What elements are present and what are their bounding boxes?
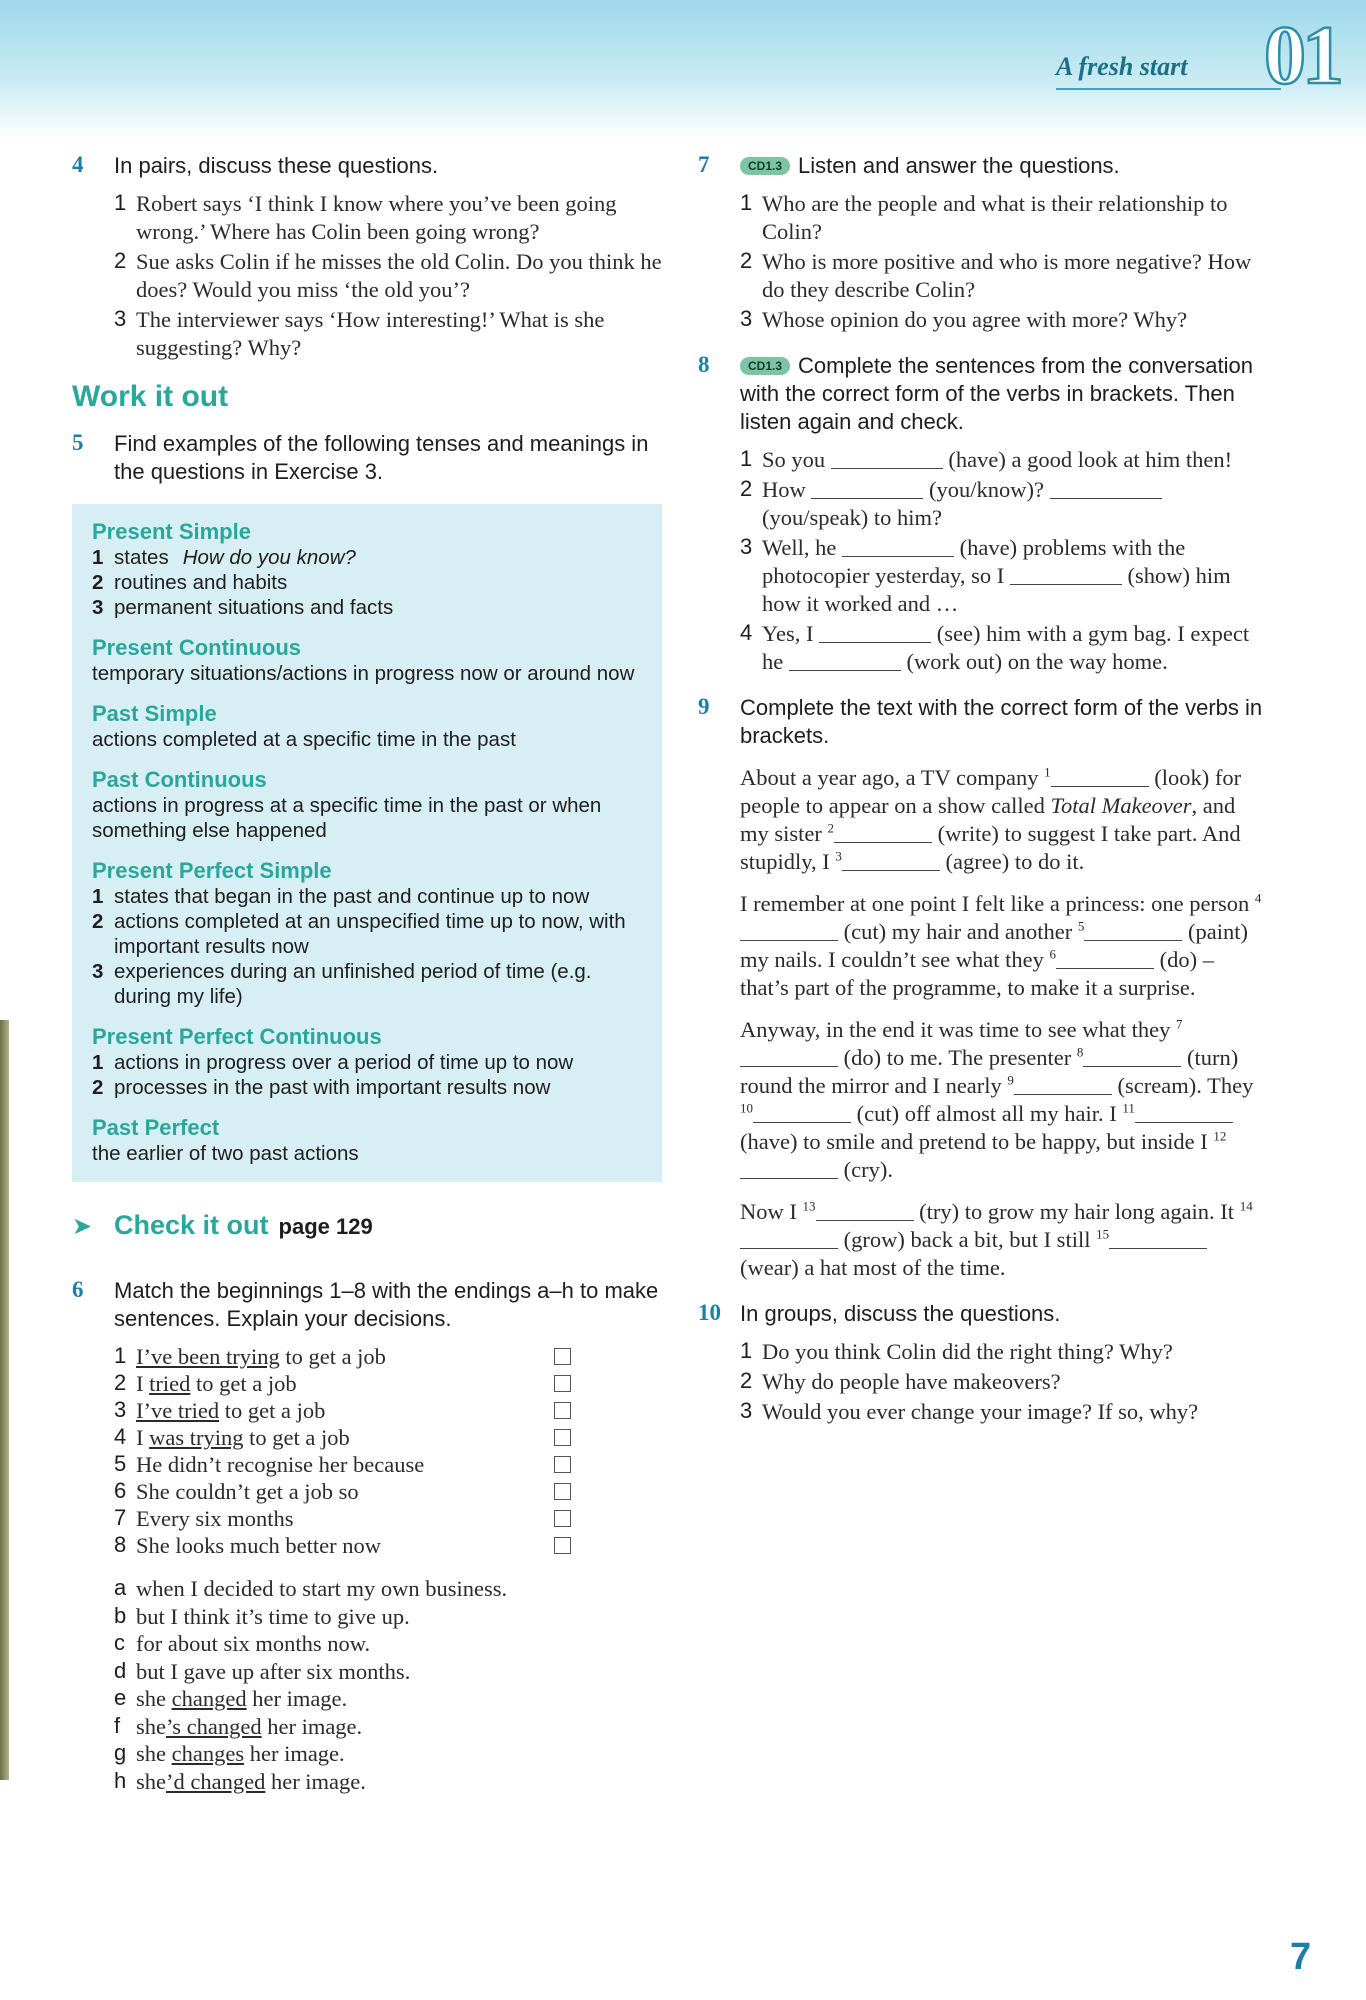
exercise-instruction [740,152,1268,180]
item-number: 6 [114,1478,127,1503]
ending-item [114,1768,662,1796]
meaning-number: 3 [92,596,104,619]
question-number: 3 [114,306,127,331]
ending-item [114,1713,662,1741]
meaning-number: 3 [92,960,104,983]
text-part: Yes, I [762,621,814,646]
question-item [740,248,1268,304]
item-letter: a [114,1575,127,1600]
tense-title: Present Simple [92,519,251,544]
tense-meaning [92,1050,642,1075]
item-letter: f [114,1712,121,1738]
answer-blank[interactable] [740,920,838,941]
item-number: 7 [114,1505,127,1530]
exercise-number: 5 [72,430,84,455]
question-item [114,248,662,304]
answer-blank[interactable] [1084,920,1182,941]
item-letter: c [114,1630,125,1655]
question-item [740,1368,1268,1396]
text-part: to get a job [243,1425,350,1450]
ending-item [114,1685,662,1713]
answer-checkbox[interactable] [554,1510,571,1527]
text-part: (cut) my hair and another [843,919,1073,944]
gap-number: 14 [1239,1198,1253,1214]
tense-past-perfect [92,1114,642,1166]
answer-checkbox[interactable] [554,1348,571,1365]
tense-title: Present Perfect Continuous [92,1024,382,1049]
meaning-number: 2 [92,910,104,933]
question-item [740,1338,1268,1366]
question-number: 3 [740,1398,753,1423]
gap-number: 7 [1175,1016,1183,1032]
tense-present-perfect-continuous [92,1023,642,1100]
meaning-text: actions completed at a specific time in the past [92,728,516,751]
beginning-item [114,1505,556,1532]
text-part: (work out) on the way home. [906,649,1168,674]
question-item [114,306,662,362]
gap-number: 8 [1076,1044,1084,1060]
text-paragraph-1 [740,764,1268,876]
underlined-verb: ’s changed [166,1713,262,1739]
ending-item [114,1740,662,1768]
meaning-text: processes in the past with important results now [114,1076,551,1099]
gap-number: 4 [1254,890,1262,906]
instruction-text: Complete the sentences from the conversation with the correct form of the verbs in brackets. Then listen again and check. [740,353,1253,434]
tense-title: Present Perfect Simple [92,858,332,883]
text-part: Every six months [136,1506,294,1531]
meaning-text: temporary situations/actions in progress now or around now [92,662,635,685]
exercise-number: 8 [698,352,710,377]
exercise-instruction: Complete the text with the correct form of the verbs in brackets. [740,695,1263,748]
exercise-number: 9 [698,694,710,719]
question-text: Would you ever change your image? If so, why? [762,1399,1199,1424]
answer-blank[interactable] [834,822,932,843]
exercise-10 [698,1300,1268,1426]
text-part: (turn) round the mirror and I nearly [740,1045,1239,1098]
exercise-instruction: Match the beginnings 1–8 with the endings a–h to make sentences. Explain your decisions. [114,1278,659,1331]
answer-checkbox[interactable] [554,1375,571,1392]
item-letter: b [114,1602,127,1628]
check-it-out-link[interactable] [72,1210,662,1241]
beginning-item [114,1532,556,1559]
show-title: Total Makeover [1050,793,1192,818]
exercise-instruction: In groups, discuss the questions. [740,1301,1061,1326]
beginning-item [114,1370,556,1397]
text-part: (wear) a hat most of the time. [740,1255,1006,1280]
meaning-text: routines and habits [114,571,288,594]
text-part: She looks much better now [136,1533,381,1558]
answer-blank[interactable] [816,1200,914,1221]
question-number: 1 [740,190,753,215]
text-part: (you/speak) to him? [762,505,942,530]
item-number: 5 [114,1451,127,1476]
sentence-number: 2 [740,476,753,501]
gap-number: 15 [1096,1226,1110,1242]
exercise-6 [72,1277,662,1795]
gap-number: 3 [835,848,842,864]
meaning-example: How do you know? [182,546,356,569]
sentence-item [740,476,1268,532]
exercise-number: 10 [698,1300,721,1325]
answer-blank[interactable] [740,1046,838,1067]
gap-number: 6 [1049,946,1057,962]
beginnings-list [114,1343,662,1559]
text-part: How [762,477,806,502]
check-it-out-page: page 129 [278,1214,373,1239]
question-text: Whose opinion do you agree with more? Why? [762,307,1188,332]
page-number: 7 [1290,1936,1312,1978]
answer-blank[interactable] [1050,478,1162,499]
text-part: (cry). [843,1157,893,1182]
sentence-item [740,534,1268,618]
question-text: Robert says ‘I think I know where you’ve been going wrong.’ Where has Colin been going wrong? [136,191,617,244]
text-part: , and my sister [740,793,1236,846]
question-item [740,190,1268,246]
text-part: to get a job [219,1398,326,1423]
left-column [72,152,662,1813]
answer-checkbox[interactable] [554,1483,571,1500]
meaning-text: actions in progress at a specific time in the past or when something else happened [92,794,602,842]
exercise-4 [72,152,662,362]
meaning-number: 2 [92,571,104,594]
text-part: (try) to grow my hair long again. It [919,1199,1235,1224]
title-rule [1056,88,1281,90]
answer-blank[interactable] [1135,1102,1233,1123]
answer-blank[interactable] [753,1102,851,1123]
text-part: she [136,1741,172,1766]
meaning-text: states that began in the past and continue up to now [114,885,590,908]
text-part: her image. [244,1741,345,1766]
item-letter: g [114,1740,127,1765]
text-part: (have) to smile and pretend to be happy, but inside I [740,1129,1208,1154]
instruction-text: Listen and answer the questions. [798,153,1120,178]
meaning-text: the earlier of two past actions [92,1142,359,1165]
text-part: she [136,1713,166,1739]
tense-present-simple [92,518,642,620]
answer-blank[interactable] [1014,1074,1112,1095]
tense-meaning [92,570,642,595]
tense-meaning [92,1075,642,1100]
question-number: 3 [740,306,753,331]
ending-item [114,1630,662,1658]
text-part: I [136,1371,150,1396]
tense-title: Past Perfect [92,1115,220,1140]
tense-meaning [92,909,642,959]
tense-meaning [92,545,642,570]
tense-past-continuous [92,766,642,843]
text-part: About a year ago, a TV company [740,765,1039,790]
text-part: her image. [246,1686,348,1711]
question-number: 1 [740,1338,753,1363]
text-part: (scream). They [1117,1073,1254,1098]
question-list [740,190,1268,334]
text-part: (cut) off almost all my hair. I [856,1101,1117,1126]
exercise-number: 4 [72,152,84,177]
exercise-5 [72,430,662,486]
answer-blank[interactable] [1109,1228,1207,1249]
question-number: 1 [114,190,127,215]
tense-title: Past Continuous [92,767,267,792]
text-part: Now I [740,1199,797,1224]
beginning-item [114,1451,556,1478]
meaning-number: 1 [92,885,104,908]
section-heading-work-it-out: Work it out [72,380,229,413]
question-number: 2 [740,248,753,273]
unit-number: 01 [1264,9,1340,102]
sentence-item [740,620,1268,676]
text-part: I remember at one point I felt like a princess: one person [740,891,1250,916]
meaning-text: permanent situations and facts [114,596,394,619]
arrow-right-icon: ➤ [72,1213,93,1240]
meaning-text: actions in progress over a period of time up to now [114,1051,574,1074]
tense-present-perfect-simple [92,857,642,1009]
answer-blank[interactable] [1010,564,1122,585]
exercise-instruction [740,352,1268,436]
question-text: Who is more positive and who is more negative? How do they describe Colin? [762,249,1252,302]
answer-blank[interactable] [842,850,940,871]
text-part: He didn’t recognise her because [136,1452,425,1477]
answer-checkbox[interactable] [554,1402,571,1419]
text-part: her image. [265,1768,366,1794]
exercise-8 [698,352,1268,676]
item-number: 3 [114,1397,127,1422]
question-number: 2 [114,248,127,273]
tense-present-continuous [92,634,642,686]
tense-past-simple [92,700,642,752]
exercise-number: 7 [698,152,710,177]
beginning-item [114,1424,556,1451]
answer-blank[interactable] [842,536,954,557]
ending-item [114,1575,662,1603]
text-paragraph-2 [740,890,1268,1002]
item-number: 8 [114,1532,127,1557]
ending-item [114,1658,662,1686]
text-part: Well, he [762,535,837,560]
exercise-instruction: Find examples of the following tenses and meanings in the questions in Exercise 3. [114,431,649,484]
text-part: (show) him how it worked and … [762,563,1231,616]
text-part: (have) problems with the photocopier yesterday, so I [762,535,1186,588]
item-number: 2 [114,1370,127,1395]
gap-number: 11 [1122,1100,1135,1116]
question-item [740,1398,1268,1426]
question-item [114,190,662,246]
beginning-item [114,1343,556,1370]
item-number: 1 [114,1343,127,1368]
text-paragraph-3 [740,1016,1268,1184]
sentence-number: 4 [740,620,753,645]
question-number: 2 [740,1368,753,1393]
answer-checkbox[interactable] [554,1537,571,1554]
gap-number: 1 [1044,764,1051,780]
item-letter: d [114,1657,127,1683]
ending-item [114,1603,662,1631]
text-part: (do) to me. The presenter [843,1045,1072,1070]
beginning-item [114,1397,556,1424]
text-part: she [136,1768,166,1794]
text-part: her image. [261,1713,363,1739]
text-part: (see) him with a gym bag. I expect he [762,621,1250,674]
text-part: (you/know)? [929,477,1044,502]
text-part: (do) – that’s part of the programme, to make it a surprise. [740,947,1215,1000]
underlined-verb: was trying [149,1425,244,1450]
answer-checkbox[interactable] [554,1456,571,1473]
text-part: for about six months now. [136,1631,371,1656]
gap-number: 13 [802,1198,816,1214]
text-part: (have) a good look at him then! [948,447,1233,472]
underlined-verb: I’ve been trying [136,1344,280,1369]
text-part: she [136,1686,172,1711]
text-paragraph-4 [740,1198,1268,1282]
answer-blank[interactable] [811,478,923,499]
text-part: Anyway, in the end it was time to see what they [740,1017,1171,1042]
question-text: Why do people have makeovers? [762,1369,1061,1394]
meaning-text: states [114,546,169,569]
answer-blank[interactable] [1056,948,1154,969]
item-number: 4 [114,1424,127,1449]
text-part: (grow) back a bit, but I still [843,1227,1091,1252]
answer-blank[interactable] [789,650,901,671]
question-text: Sue asks Colin if he misses the old Colin. Do you think he does? Would you miss ‘the old you’? [136,249,662,302]
unit-title: A fresh start [1056,52,1188,81]
gap-number: 5 [1077,918,1085,934]
exercise-number: 6 [72,1277,84,1302]
page-edge-shadow [0,1020,9,1780]
meaning-number: 2 [92,1076,104,1099]
exercise-instruction: In pairs, discuss these questions. [114,153,439,178]
cd-track-badge[interactable]: CD1.3 [740,357,790,375]
check-it-out-label: Check it out [114,1210,269,1240]
text-part: So you [762,447,826,472]
answer-blank[interactable] [1083,1046,1181,1067]
tense-meaning [92,884,642,909]
text-part: when I decided to start my own business. [136,1576,508,1601]
sentence-number: 3 [740,534,753,559]
text-part: (write) to suggest I take part. And stupidly, I [740,821,1241,874]
question-text: Who are the people and what is their relationship to Colin? [762,191,1228,244]
gap-number: 10 [740,1100,753,1116]
cd-track-badge[interactable]: CD1.3 [740,157,790,175]
question-item [740,306,1268,334]
meaning-number: 1 [92,546,104,569]
answer-blank[interactable] [831,448,943,469]
text-part: She couldn’t get a job so [136,1479,359,1504]
text-part: I [136,1425,150,1450]
text-part: but I think it’s time to give up. [136,1603,410,1629]
beginning-item [114,1478,556,1505]
gap-number: 2 [827,820,834,836]
text-part: to get a job [190,1371,297,1396]
answer-blank[interactable] [740,1158,838,1179]
question-list [740,1338,1268,1426]
text-part: (paint) my nails. I couldn’t see what they [740,919,1249,972]
underlined-verb: changes [171,1741,245,1766]
answer-blank[interactable] [819,622,931,643]
underlined-verb: changed [171,1686,247,1711]
item-letter: h [114,1767,127,1793]
answer-checkbox[interactable] [554,1429,571,1446]
meaning-text: experiences during an unfinished period of time (e.g. during my life) [114,960,592,1008]
text-part: but I gave up after six months. [136,1658,411,1684]
tense-meaning [92,959,642,1009]
sentence-item [740,446,1268,474]
sentence-number: 1 [740,446,753,471]
underlined-verb: tried [149,1371,191,1396]
question-list [114,190,662,362]
tense-title: Past Simple [92,701,217,726]
gap-number: 9 [1007,1072,1014,1088]
question-text: Do you think Colin did the right thing? Why? [762,1339,1173,1364]
question-text: The interviewer says ‘How interesting!’ What is she suggesting? Why? [136,307,605,360]
meaning-text: actions completed at an unspecified time up to now, with important results now [114,910,626,958]
answer-blank[interactable] [740,1228,838,1249]
underlined-verb: ’d changed [166,1768,266,1794]
item-letter: e [114,1685,127,1710]
exercise-9 [698,694,1268,1282]
meaning-number: 1 [92,1051,104,1074]
exercise-7 [698,152,1268,334]
underlined-verb: I’ve tried [136,1398,220,1423]
tense-meaning [92,595,642,620]
answer-blank[interactable] [1051,766,1149,787]
text-part: to get a job [279,1344,386,1369]
grammar-box [72,504,662,1182]
sentence-list [740,446,1268,676]
text-part: (agree) to do it. [945,849,1085,874]
text-part: (look) for people to appear on a show called [740,765,1242,818]
tense-title: Present Continuous [92,635,302,660]
gap-number: 12 [1213,1128,1227,1144]
right-column [698,152,1268,1444]
